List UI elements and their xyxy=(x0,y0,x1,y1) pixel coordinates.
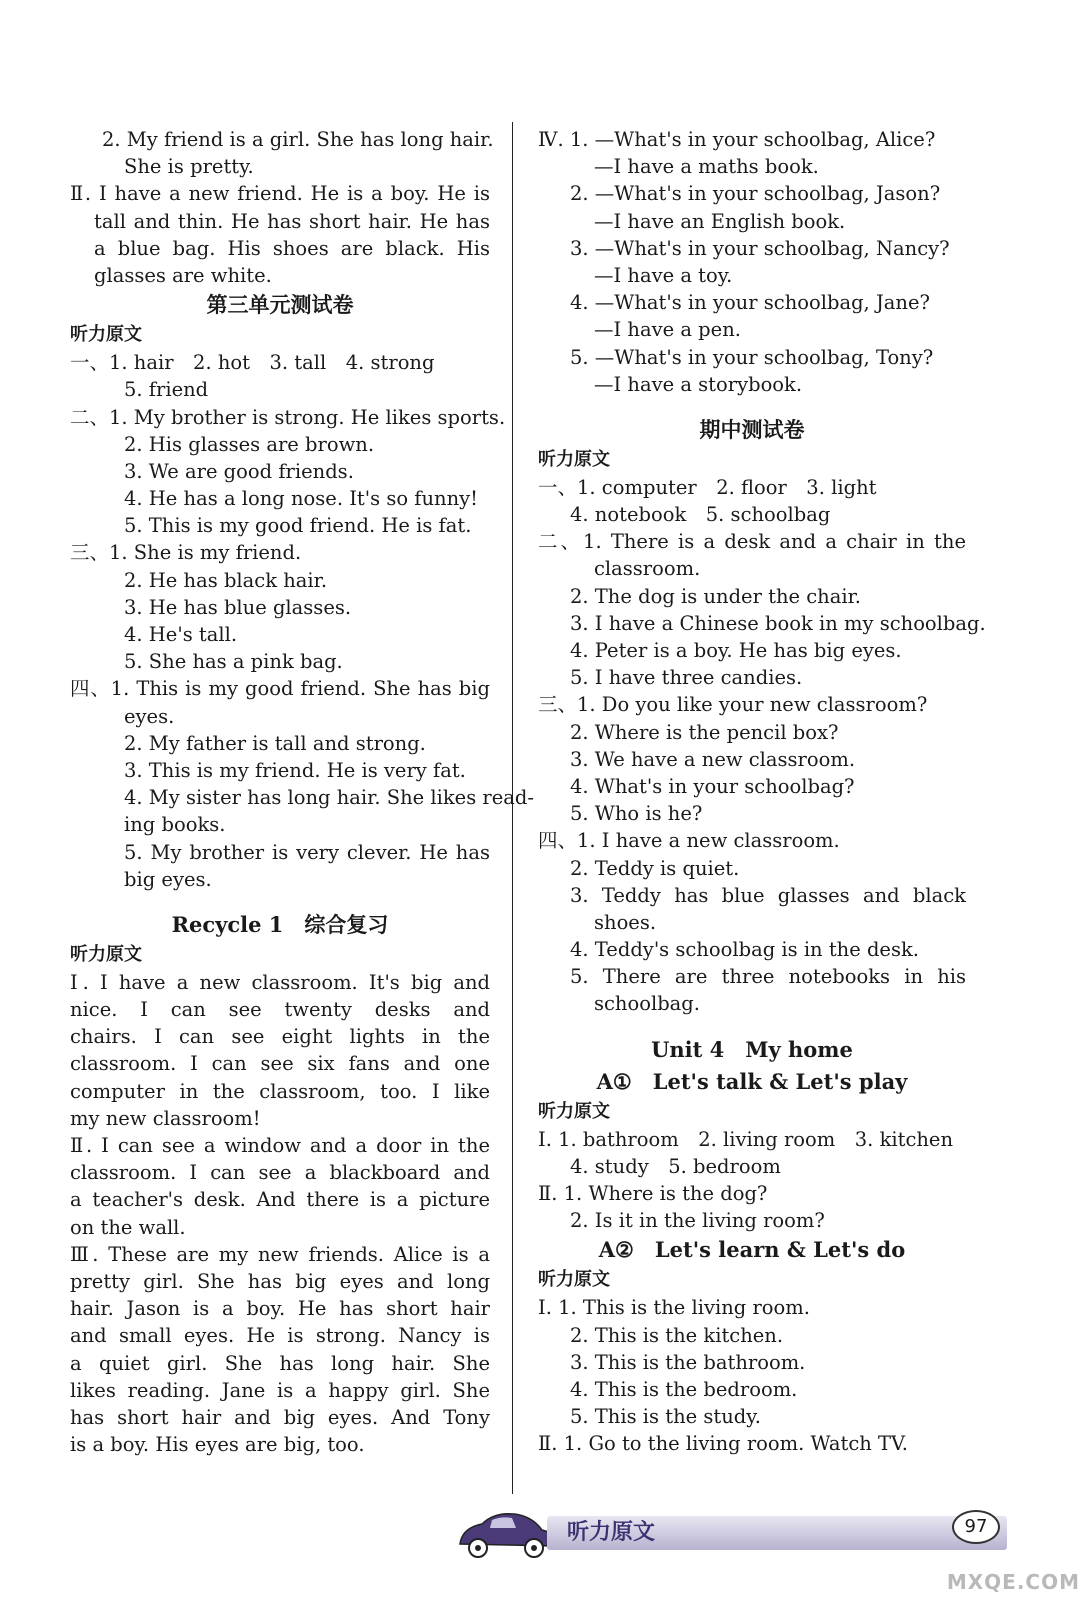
text-line: and small eyes. He is strong. Nancy is xyxy=(70,1324,490,1348)
text-line: 2. My father is tall and strong. xyxy=(124,731,426,755)
text-line: 5. I have three candies. xyxy=(570,666,803,690)
footer-label: 听力原文 xyxy=(567,1520,656,1545)
listening-label: 听力原文 xyxy=(70,943,142,965)
text-line: a quiet girl. She has long hair. She xyxy=(70,1351,490,1375)
text-line: Ⅰ. 1. bathroom 2. living room 3. kitchen xyxy=(538,1127,954,1151)
text-line: tall and thin. He has short hair. He has xyxy=(94,209,490,233)
text-line: hair. Jason is a boy. He has short hair xyxy=(70,1297,490,1321)
text-line: 4. study 5. bedroom xyxy=(570,1154,781,1178)
text-line: 4. notebook 5. schoolbag xyxy=(570,503,831,527)
text-line: 2. Where is the pencil box? xyxy=(570,720,839,744)
text-line: 四、1. This is my good friend. She has big xyxy=(70,677,490,701)
listening-label: 听力原文 xyxy=(70,324,142,346)
text-line: on the wall. xyxy=(70,1215,186,1239)
text-line: Ⅱ. I can see a window and a door in the xyxy=(70,1134,490,1157)
text-line: —I have a toy. xyxy=(594,263,733,287)
text-line: 二、1. My brother is strong. He likes sports. xyxy=(70,405,506,429)
text-line: Ⅲ. These are my new friends. Alice is a xyxy=(70,1242,490,1266)
text-line: has short hair and big eyes. And Tony xyxy=(70,1405,490,1429)
text-line: 3. —What's in your schoolbag, Nancy? xyxy=(570,236,950,260)
text-line: my new classroom! xyxy=(70,1106,261,1130)
text-line: 一、1. hair 2. hot 3. tall 4. strong xyxy=(70,351,435,375)
text-line: Ⅳ. 1. —What's in your schoolbag, Alice? xyxy=(538,128,936,151)
text-line: 2. —What's in your schoolbag, Jason? xyxy=(570,182,941,206)
text-line: 4. My sister has long hair. She likes read- xyxy=(124,786,534,810)
lesson-title-a2: A② Let's learn & Let's do xyxy=(598,1237,906,1263)
text-line: 2. The dog is under the chair. xyxy=(570,584,861,608)
text-line: 4. —What's in your schoolbag, Jane? xyxy=(570,291,930,315)
car-icon xyxy=(452,1506,562,1564)
text-line: eyes. xyxy=(124,704,175,728)
text-line: 4. This is the bedroom. xyxy=(570,1377,798,1401)
text-line: 三、1. She is my friend. xyxy=(70,541,302,565)
right-column xyxy=(538,126,986,1458)
text-line: 5. —What's in your schoolbag, Tony? xyxy=(570,345,934,369)
listening-label: 听力原文 xyxy=(538,448,610,470)
text-line: 4. He's tall. xyxy=(124,623,238,646)
section-title-unit3: 第三单元测试卷 xyxy=(206,292,354,318)
text-line: Ⅱ. 1. Go to the living room. Watch TV. xyxy=(538,1432,908,1456)
text-line: —I have a storybook. xyxy=(594,372,803,396)
text-line: —I have an English book. xyxy=(594,209,846,233)
text-line: She is pretty. xyxy=(124,155,254,179)
text-line: 3. Teddy has blue glasses and black xyxy=(570,883,966,907)
text-line: 3. He has blue glasses. xyxy=(124,595,352,619)
text-line: 4. What's in your schoolbag? xyxy=(570,774,855,798)
text-line: likes reading. Jane is a happy girl. She xyxy=(70,1378,490,1402)
text-line: 5. friend xyxy=(124,378,209,402)
text-line: 2. My friend is a girl. She has long hair. xyxy=(102,128,494,151)
text-line: 5. This is my good friend. He is fat. xyxy=(124,514,472,538)
text-line: big eyes. xyxy=(124,867,212,891)
text-line: Ⅱ. 1. Where is the dog? xyxy=(538,1182,768,1205)
text-line: 4. Peter is a boy. He has big eyes. xyxy=(570,639,902,662)
text-line: 5. Who is he? xyxy=(570,802,703,826)
text-line: 3. We are good friends. xyxy=(124,459,354,483)
text-line: 5. There are three notebooks in his xyxy=(570,965,966,989)
text-line: 3. This is my friend. He is very fat. xyxy=(124,758,466,782)
text-line: 5. My brother is very clever. He has xyxy=(124,840,490,864)
text-line: nice. I can see twenty desks and xyxy=(70,998,490,1022)
text-line: Ⅱ. I have a new friend. He is a boy. He is xyxy=(70,182,490,206)
text-line: 2. Is it in the living room? xyxy=(570,1209,825,1233)
page-footer xyxy=(452,1500,1052,1570)
text-line: —I have a pen. xyxy=(594,318,741,342)
section-title-midterm: 期中测试卷 xyxy=(699,416,805,442)
left-column xyxy=(70,126,534,1458)
text-line: Ⅰ. I have a new classroom. It's big and xyxy=(70,970,490,994)
text-line: classroom. I can see six fans and one xyxy=(70,1052,490,1076)
watermark: MXQE.COM xyxy=(946,1570,1080,1594)
text-line: chairs. I can see eight lights in the xyxy=(70,1025,490,1049)
section-title-unit4: Unit 4 My home xyxy=(651,1036,853,1062)
text-line: ing books. xyxy=(124,813,226,837)
text-line: 2. This is the kitchen. xyxy=(570,1323,784,1347)
text-line: 3. I have a Chinese book in my schoolbag. xyxy=(570,611,986,635)
text-line: 三、1. Do you like your new classroom? xyxy=(538,693,928,717)
text-line: 一、1. computer 2. floor 3. light xyxy=(538,475,877,499)
text-line: classroom. xyxy=(594,557,701,581)
section-title-recycle1: Recycle 1 综合复习 xyxy=(171,911,389,937)
text-line: classroom. I can see a blackboard and xyxy=(70,1161,490,1185)
text-line: 5. This is the study. xyxy=(570,1405,761,1429)
text-line: 5. She has a pink bag. xyxy=(124,650,343,674)
text-line: 2. Teddy is quiet. xyxy=(570,856,740,880)
text-line: pretty girl. She has big eyes and long xyxy=(70,1269,490,1293)
text-line: a blue bag. His shoes are black. His xyxy=(94,236,490,260)
text-line: is a boy. His eyes are big, too. xyxy=(70,1433,365,1457)
text-line: 4. He has a long nose. It's so funny! xyxy=(124,487,479,511)
text-line: 四、1. I have a new classroom. xyxy=(538,829,840,853)
lesson-title-a1: A① Let's talk & Let's play xyxy=(596,1068,908,1094)
listening-label: 听力原文 xyxy=(538,1269,610,1291)
text-line: 4. Teddy's schoolbag is in the desk. xyxy=(570,938,919,962)
text-line: 2. He has black hair. xyxy=(124,568,328,592)
listening-label: 听力原文 xyxy=(538,1100,610,1122)
text-line: 二、1. There is a desk and a chair in the xyxy=(538,530,966,554)
text-line: Ⅰ. 1. This is the living room. xyxy=(538,1296,810,1320)
text-line: computer in the classroom, too. I like xyxy=(70,1079,490,1103)
text-line: 2. His glasses are brown. xyxy=(124,432,375,456)
text-line: glasses are white. xyxy=(94,263,272,287)
text-line: schoolbag. xyxy=(594,992,700,1016)
text-line: shoes. xyxy=(594,910,657,934)
page-number: 97 xyxy=(952,1510,1000,1544)
text-line: 3. This is the bathroom. xyxy=(570,1350,806,1374)
text-line: 3. We have a new classroom. xyxy=(570,747,856,771)
text-line: —I have a maths book. xyxy=(594,155,819,179)
text-line: a teacher's desk. And there is a picture xyxy=(70,1188,490,1212)
